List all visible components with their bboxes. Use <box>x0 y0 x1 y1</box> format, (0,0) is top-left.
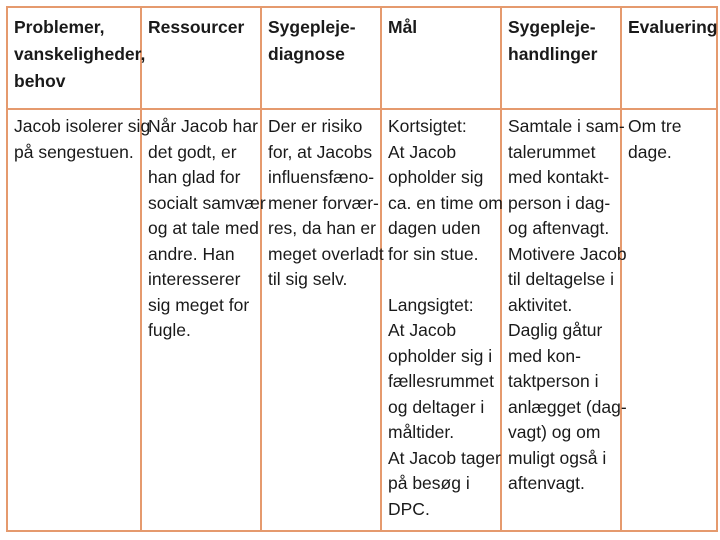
cell-line: på besøg i <box>388 473 470 493</box>
header-line: Mål <box>388 17 418 37</box>
cell-line: andre. Han <box>148 243 235 264</box>
cell-line: muligt også i <box>508 447 607 468</box>
header-line: Sygepleje- <box>508 17 596 37</box>
cell-line: Kortsigtet: <box>388 116 467 136</box>
cell-line: for sin stue. <box>388 243 479 264</box>
care-plan-table <box>6 6 718 532</box>
blank-line <box>388 267 494 293</box>
cell-line: og at tale med <box>148 218 259 238</box>
body-row <box>7 109 717 531</box>
cell-line: taktperson i <box>508 371 599 391</box>
cell-line: og deltager i <box>388 396 485 417</box>
header-line: behov <box>14 71 66 91</box>
cell-line: influensfæno- <box>268 167 375 187</box>
cell-line: opholder sig i <box>388 345 493 366</box>
cell-line: Motivere Jacob <box>508 243 627 264</box>
header-line: diagnose <box>268 44 345 64</box>
cell-line: dagen uden <box>388 218 481 238</box>
cell-line: talerummet <box>508 141 596 162</box>
cell-line: for, at Jacobs <box>268 141 373 162</box>
cell-line: på sengestuen. <box>14 141 134 162</box>
cell-line: interesserer <box>148 269 241 289</box>
cell-line: fugle. <box>148 320 191 340</box>
cell-line: og aftenvagt. <box>508 218 610 238</box>
cell-line: Der er risiko <box>268 116 363 136</box>
cell-nursing-diagnosis <box>261 109 384 531</box>
cell-line: meget overladt <box>268 243 384 264</box>
cell-line: det godt, er <box>148 141 237 162</box>
header-line: Ressourcer <box>148 17 245 37</box>
cell-problems <box>7 109 151 531</box>
cell-line: aftenvagt. <box>508 473 585 493</box>
header-problems <box>7 7 146 109</box>
header-nursing-diagnosis <box>261 7 381 109</box>
header-line: handlinger <box>508 44 598 64</box>
cell-line: med kon- <box>508 345 581 366</box>
cell-line: sig meget for <box>148 294 250 315</box>
cell-line: DPC. <box>388 498 430 519</box>
cell-line: At Jacob <box>388 320 457 340</box>
cell-line: Om tre <box>628 116 682 136</box>
cell-line: mener forvær- <box>268 192 379 213</box>
cell-line: til sig selv. <box>268 269 348 289</box>
cell-line: vagt) og om <box>508 422 601 442</box>
cell-line: opholder sig <box>388 167 484 187</box>
header-line: Sygepleje- <box>268 17 356 37</box>
header-evaluation <box>621 7 717 109</box>
header-line: vanskeligheder, <box>14 44 146 64</box>
cell-line: At Jacob tager <box>388 447 501 468</box>
cell-line: aktivitet. <box>508 294 573 315</box>
header-row <box>7 7 717 109</box>
cell-line: At Jacob <box>388 141 457 162</box>
cell-line: måltider. <box>388 422 455 442</box>
header-goal <box>381 7 501 109</box>
cell-line: Langsigtet: <box>388 294 474 315</box>
cell-line: person i dag- <box>508 192 611 213</box>
cell-line: ca. en time om <box>388 192 503 213</box>
cell-line: socialt samvær <box>148 192 266 213</box>
header-resources <box>141 7 261 109</box>
header-line: Problemer, <box>14 17 105 37</box>
cell-evaluation <box>621 109 717 531</box>
header-line: Evaluering <box>628 17 718 37</box>
cell-line: Samtale i sam- <box>508 116 625 136</box>
cell-line: dage. <box>628 141 672 162</box>
header-nursing-actions <box>501 7 621 109</box>
cell-line: Når Jacob har <box>148 116 258 136</box>
cell-resources <box>141 109 266 531</box>
cell-line: Jacob isolerer sig <box>14 116 151 136</box>
cell-line: til deltagelse i <box>508 269 615 289</box>
cell-line: han glad for <box>148 167 241 187</box>
cell-line: fællesrummet <box>388 371 494 391</box>
cell-line: Daglig gåtur <box>508 320 603 340</box>
cell-line: anlægget (dag- <box>508 396 627 417</box>
cell-goal <box>381 109 501 531</box>
cell-line: med kontakt- <box>508 167 610 187</box>
cell-nursing-actions <box>501 109 627 531</box>
cell-line: res, da han er <box>268 218 376 238</box>
